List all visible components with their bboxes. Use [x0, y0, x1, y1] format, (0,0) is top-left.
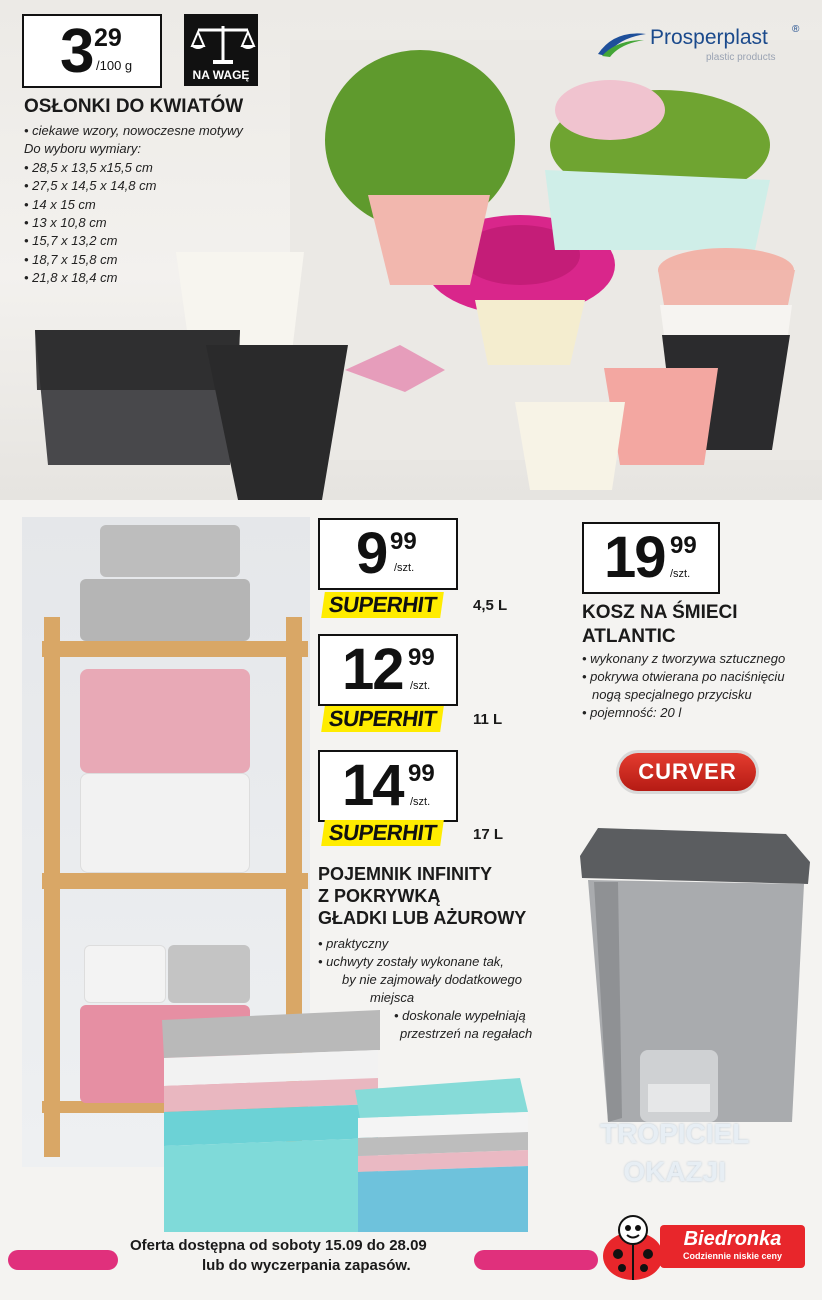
- volume-label: 4,5 L: [473, 597, 508, 614]
- feature-line: • ciekawe wzory, nowoczesne motywy: [24, 123, 243, 138]
- feature-line: miejsca: [370, 990, 415, 1005]
- feature-line: • 21,8 x 18,4 cm: [24, 270, 118, 286]
- price-unit: /szt.: [410, 680, 431, 692]
- price-cents: 29: [94, 24, 122, 52]
- trash-bin-photo: [578, 822, 814, 1132]
- price-integer: 19: [604, 525, 665, 590]
- superhit-badge: SUPERHIT: [321, 706, 444, 732]
- offer-line-1: Oferta dostępna od soboty 15.09 do 28.09: [130, 1237, 427, 1254]
- scale-icon: [188, 20, 258, 66]
- top-product-section: [0, 0, 822, 500]
- weight-badge: [184, 14, 258, 86]
- title-line: Z POKRYWKĄ: [318, 886, 441, 906]
- box-grey: [80, 579, 250, 641]
- ladybug-icon: [598, 1212, 668, 1282]
- feature-line: Do wyboru wymiary:: [24, 141, 142, 157]
- prosperplast-swoosh-icon: [596, 28, 648, 58]
- decor-pill-left: [8, 1250, 118, 1270]
- title-line: GŁADKI LUB AŻUROWY: [318, 908, 527, 928]
- pojemnik-title: [318, 863, 526, 929]
- curver-logo: CURVER: [619, 753, 756, 791]
- price-integer: 9: [356, 521, 387, 586]
- price-integer: 3: [60, 17, 93, 86]
- price-unit: /100 g: [96, 58, 133, 73]
- feature-line: by nie zajmowały dodatkowego: [342, 972, 522, 987]
- box-grey-small-2: [168, 945, 250, 1003]
- title-line: KOSZ NA ŚMIECI: [582, 602, 738, 623]
- feature-line: nogą specjalnego przycisku: [592, 687, 752, 702]
- oslonki-title: OSŁONKI DO KWIATÓW: [24, 96, 244, 117]
- feature-line: • pokrywa otwierana po naciśnięciu: [582, 669, 785, 684]
- prosperplast-name: Prosperplast: [650, 26, 768, 49]
- feature-line: • doskonale wypełniają: [394, 1008, 526, 1023]
- feature-line: • wykonany z tworzywa sztucznego: [582, 651, 786, 666]
- price-box-oslonki: [22, 14, 162, 88]
- oslonki-features: [24, 122, 243, 288]
- price-unit: /szt.: [670, 568, 691, 580]
- prosperplast-sub: plastic products: [706, 52, 776, 63]
- kosz-features: [582, 650, 785, 722]
- price-box-4-5l: [318, 518, 458, 590]
- superhit-badge: SUPERHIT: [321, 592, 444, 618]
- price-cents: 99: [408, 644, 435, 671]
- price-integer: 12: [342, 637, 403, 702]
- feature-line: przestrzeń na regałach: [400, 1026, 533, 1041]
- shelf-post: [44, 617, 60, 1157]
- volume-label: 11 L: [473, 711, 503, 728]
- watermark-line: TROPICIEL: [600, 1118, 750, 1149]
- price-cents: 99: [390, 528, 417, 555]
- kosz-title: [582, 601, 738, 649]
- price-cents: 99: [408, 760, 435, 787]
- feature-line: • 14 x 15 cm: [24, 196, 96, 212]
- shelf-board: [42, 641, 308, 657]
- pojemnik-features: [318, 935, 532, 1043]
- price-unit: /szt.: [410, 796, 431, 808]
- price-box-kosz: [582, 522, 720, 594]
- decor-pill-right: [474, 1250, 598, 1270]
- feature-line: • 28,5 x 13,5 x15,5 cm: [24, 159, 153, 175]
- price-box-17l: [318, 750, 458, 822]
- box-white-small: [84, 945, 166, 1003]
- box-white: [80, 773, 250, 873]
- store-slogan: Codziennie niskie ceny: [682, 1251, 783, 1261]
- price-unit: /szt.: [394, 562, 415, 574]
- feature-line: • pojemność: 20 l: [582, 705, 682, 720]
- feature-line: • 13 x 10,8 cm: [24, 215, 107, 231]
- feature-line: • 15,7 x 13,2 cm: [24, 233, 118, 249]
- box-grey-small: [100, 525, 240, 577]
- weight-badge-label: NA WAGĘ: [192, 68, 250, 82]
- box-pink: [80, 669, 250, 773]
- shelf-board: [42, 873, 308, 889]
- tropiciel-okazji-watermark: [600, 1115, 749, 1191]
- prosperplast-reg: ®: [792, 24, 800, 35]
- title-line: ATLANTIC: [582, 626, 676, 647]
- title-line: POJEMNIK INFINITY: [318, 864, 493, 884]
- store-name: Biedronka: [683, 1228, 782, 1250]
- prosperplast-logo: [596, 22, 806, 68]
- volume-label: 17 L: [473, 826, 504, 843]
- superhit-badge: SUPERHIT: [321, 820, 444, 846]
- feature-line: • 18,7 x 15,8 cm: [24, 251, 118, 267]
- biedronka-logo: [660, 1225, 805, 1268]
- feature-line: • 27,5 x 14,5 x 14,8 cm: [24, 178, 157, 194]
- watermark-line: OKAZJI: [623, 1156, 727, 1187]
- feature-line: • uchwyty zostały wykonane tak,: [318, 954, 504, 969]
- price-cents: 99: [670, 532, 697, 559]
- feature-line: • praktyczny: [318, 936, 389, 951]
- price-integer: 14: [342, 753, 403, 818]
- offer-line-2: lub do wyczerpania zapasów.: [202, 1257, 411, 1274]
- price-box-11l: [318, 634, 458, 706]
